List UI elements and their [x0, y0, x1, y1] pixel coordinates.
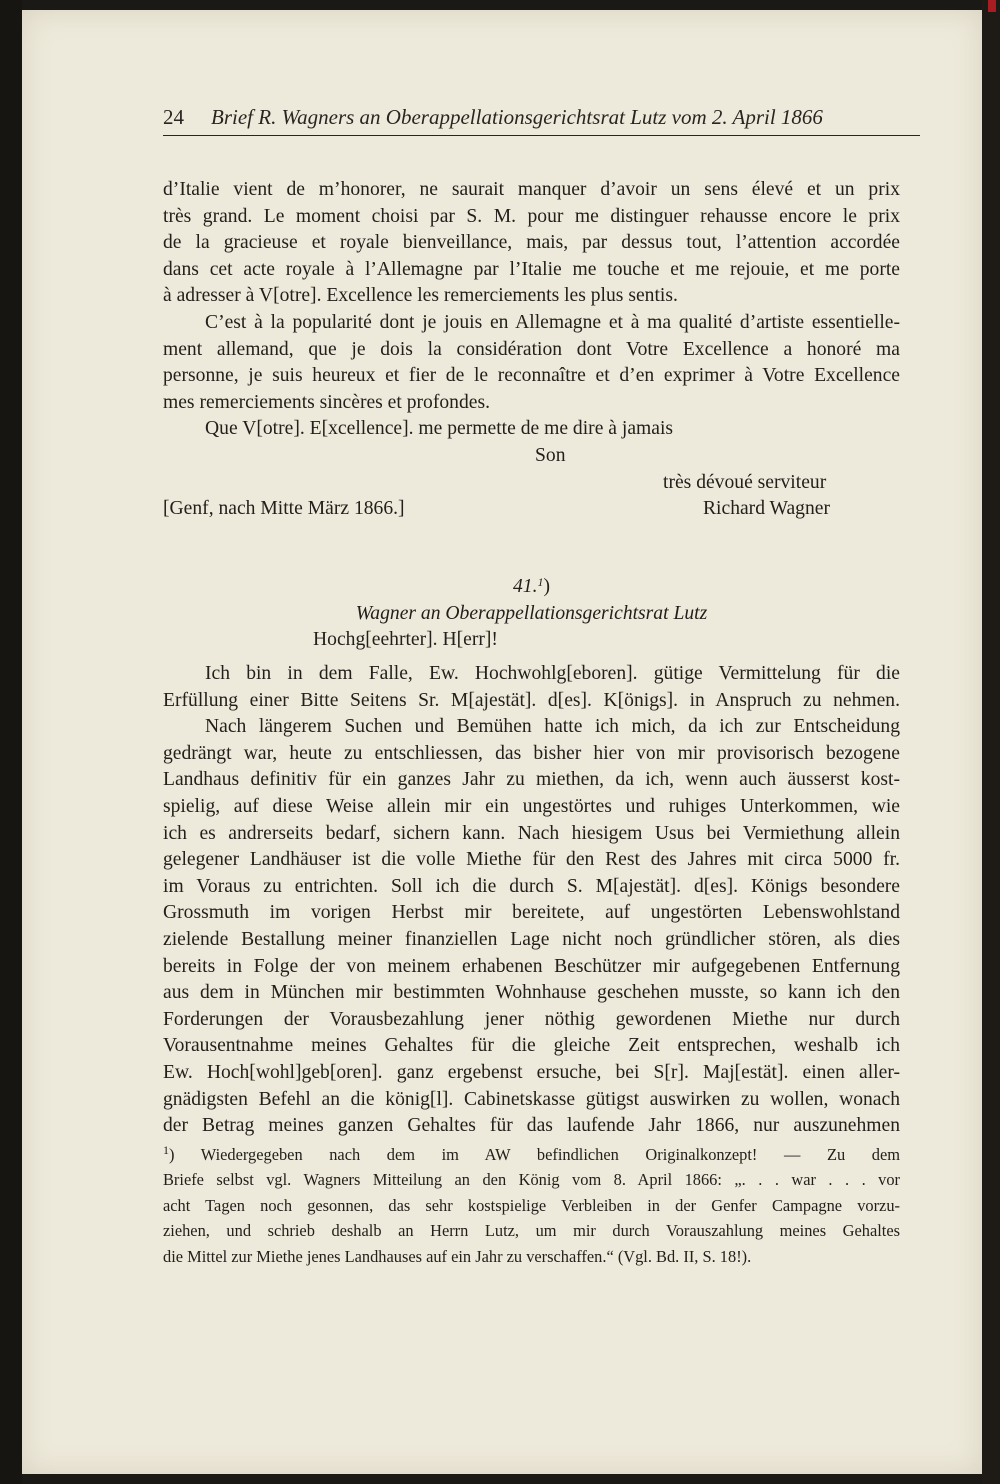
footnote-line: acht Tagen noch gesonnen, das sehr kostspielige Verbleiben in der Genfer Campagne vorzu- [163, 1195, 900, 1215]
text-line: C’est à la popularité dont je jouis en Allemagne et à ma qualité d’artiste essentielle- [205, 311, 900, 333]
salutation: Hochg[eehrter]. H[err]! [313, 629, 498, 651]
text-line: der Betrag meines ganzen Gehaltes für das laufende Jahr 1866, nur auszunehmen [163, 1115, 900, 1137]
footnote-mark: 1 [163, 1143, 169, 1157]
text-line: Grossmuth im vorigen Herbst mir bereitete, auf ungestörten Lebenswohlstand [163, 902, 900, 924]
letter-40-body [163, 177, 900, 523]
text-line: Ew. Hoch[wohl]geb[oren]. ganz ergebenst ersuche, bei S[r]. Maj[estät]. einen aller- [163, 1061, 900, 1083]
running-header [163, 95, 920, 136]
text-line: dans cet acte royale à l’Allemagne par l’Italie me touche et me rejouie, et me porte [163, 258, 900, 280]
text-line: de la gracieuse et royale bienveillance, mais, par dessus tout, l’attention accordée [163, 232, 900, 254]
running-title: Brief R. Wagners an Oberappellationsgerichtsrat Lutz vom 2. April 1866 [211, 105, 823, 129]
text-line: d’Italie vient de m’honorer, ne saurait manquer d’avoir un sens élevé et un prix [163, 179, 900, 200]
text-line: im Voraus zu entrichten. Soll ich die durch S. M[ajestät]. d[es]. Königs besondere [163, 875, 900, 897]
text-line: Landhaus definitiv für ein ganzes Jahr zu miethen, da ich, wenn auch äusserst kost- [163, 769, 900, 791]
text-line: Forderungen der Vorausbezahlung jener nöthig gewordenen Miethe nur durch [163, 1008, 900, 1030]
text-line: très grand. Le moment choisi par S. M. pour me distinguer rehausse encore le prix [163, 205, 900, 227]
footnote-line: die Mittel zur Miethe jenes Landhauses auf ein Jahr zu verschaffen.“ (Vgl. Bd. II, S. 18!). [163, 1246, 752, 1266]
text-line: aus dem in München mir bestimmten Wohnhause geschehen musste, so kann ich den [163, 982, 900, 1004]
letter-41-body [163, 661, 900, 1140]
letter-title: Wagner an Oberappellationsgerichtsrat Lutz [355, 602, 708, 624]
footnote-line: $^1$) Wiedergegeben nach dem im AW befindlichen Originalkonzept! — Zu dem [163, 1143, 900, 1164]
place-date: [Genf, nach Mitte März 1866.] [163, 498, 405, 520]
closing-servant: très dévoué serviteur [663, 471, 827, 493]
text-line: zielende Bestallung meiner finanziellen Lage nicht noch gründlicher stören, als dies [163, 928, 900, 950]
letter-number: 41.$^1$) [512, 575, 551, 597]
place-date-signature-row [163, 496, 900, 523]
text-line: Que V[otre]. E[xcellence]. me permette de me dire à jamais [205, 418, 674, 440]
text-line: personne, je suis heureux et fier de le reconnaître et d’en exprimer à Votre Excellence [163, 365, 900, 387]
footnote [163, 1142, 900, 1269]
text-line: Ich bin in dem Falle, Ew. Hochwohlg[eboren]. gütige Vermittelung für die [205, 663, 900, 684]
footnote-line: ziehen, und schrieb deshalb an Herrn Lutz, um mir durch Vorauszahlung meines Gehaltes [163, 1221, 900, 1241]
footnote-reference: 1 [537, 575, 544, 589]
text-line: bereits in Folge der von meinem erhabenen Beschützer mir aufgegebenen Entfernung [163, 955, 900, 977]
text-line: spielig, auf diese Weise allein mir ein ungestörtes und ruhiges Unterkommen, wie [163, 795, 900, 817]
text-line: à adresser à V[otre]. Excellence les remerciements les plus sentis. [163, 285, 678, 307]
closing-son: Son [535, 444, 566, 466]
text-line: ich es andrerseits bedarf, sichern kann. Nach hiesigem Usus bei Vermiethung allein [163, 822, 900, 844]
footnote-line: Briefe selbst vgl. Wagners Mitteilung an den König vom 8. April 1866: „. . . war . . . vor [163, 1170, 900, 1190]
book-spine-shadow [0, 0, 22, 1484]
signature: Richard Wagner [702, 498, 830, 520]
text-line: Erfüllung einer Bitte Seitens Sr. M[ajestät]. d[es]. K[önigs]. in Anspruch zu nehmen. [163, 689, 900, 711]
text-line: Nach längerem Suchen und Bemühen hatte ich mich, da ich zur Entscheidung [205, 716, 900, 738]
text-line: Vorausentnahme meines Gehaltes für die gleiche Zeit entsprechen, weshalb ich [163, 1035, 900, 1057]
scan-edge [982, 0, 1000, 1484]
text-line: mes remerciements sincères et profondes. [163, 391, 490, 413]
red-bookmark-marker [988, 0, 996, 12]
page-number: 24 [163, 105, 184, 129]
text-line: gedrängt war, heute zu entschliessen, das bisher hier von mir provisorisch bezogene [163, 742, 900, 764]
letter-41-heading [163, 574, 900, 654]
text-line: gelegener Landhäuser ist die volle Miethe für den Rest des Jahres mit circa 5000 fr. [163, 849, 900, 871]
text-line: gnädigsten Befehl an die könig[l]. Cabinetskasse gütigst auswirken zu wollen, wonach [163, 1088, 900, 1110]
text-line: ment allemand, que je dois la considération dont Votre Excellence a honoré ma [163, 338, 900, 360]
